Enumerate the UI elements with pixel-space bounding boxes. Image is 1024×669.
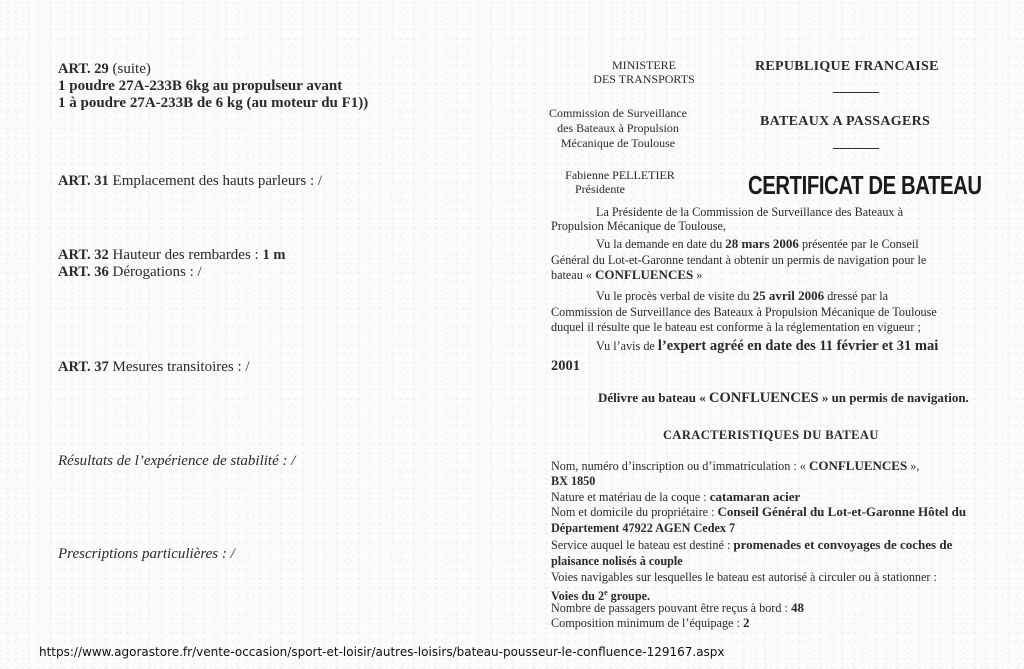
art36-text: Dérogations : / [108,264,202,280]
char-crew [551,616,749,630]
art31-line [58,172,322,190]
p3-text: Vu le procès verbal de visite du [596,289,753,303]
header-divider-1 [833,92,879,93]
char-hull [551,490,800,504]
delivery-statement [598,391,969,405]
deliver-pre: Délivre au bateau « [598,390,709,405]
certificate-title: CERTIFICAT DE BATEAU [748,170,982,200]
p2-boat-post: » [693,268,703,282]
source-url: https://www.agorastore.fr/vente-occasion/sport-et-loisir/autres-loisirs/bateau-pousseur-le-confluence-129167.aspx [39,645,725,659]
hull-type: catamaran acier [709,489,801,504]
char-owner-line1 [551,505,966,519]
paragraph4-line2: 2001 [551,358,580,374]
p2-boat-pre: bateau « [551,268,595,282]
char-waterways: Voies navigables sur lesquelles le bateau est autorisé à circuler ou à stationner : [551,570,937,584]
art37-line [58,358,250,376]
c1-label: Nom, numéro d’inscription ou d’immatriculation : « [551,459,809,473]
c7-label: Composition minimum de l’équipage : [551,616,743,630]
art29-title: ART. 29 [58,61,109,77]
art29-line2: 1 à poudre 27A-233B de 6 kg (au moteur du F1)) [58,95,369,111]
art31-title: ART. 31 [58,173,109,189]
art32-value: 1 m [262,247,286,263]
paragraph1-line1: La Présidente de la Commission de Surveillance des Bateaux à [596,205,903,219]
republic-heading: REPUBLIQUE FRANCAISE [755,59,939,74]
commission-line3: Mécanique de Toulouse [560,136,676,150]
request-date: 28 mars 2006 [725,236,799,251]
c4-label: Service auquel le bateau est destiné : [551,538,734,552]
owner-address: Département 47922 AGEN Cedex 7 [551,521,736,535]
waterways-sup: e [604,588,608,597]
commission-line1: Commission de Surveillance [549,106,687,120]
deliver-boat-name: CONFLUENCES [708,390,819,406]
paragraph4-line1 [596,339,938,353]
expert-opinion: l’expert agréé en date des 11 février et 31 mai [657,338,939,354]
art37-title: ART. 37 [58,359,109,375]
art31-text: Emplacement des hauts parleurs : / [108,173,323,189]
char-name-line1 [551,459,919,473]
paragraph3-line1 [596,289,888,303]
art36-line [58,263,202,281]
stability-results: Résultats de l’expérience de stabilité : / [58,453,296,469]
registration-number: BX 1850 [551,474,596,488]
c2-label: Nature et matériau de la coque : [551,490,710,504]
c6-label: Nombre de passagers pouvant être reçus à bord : [551,601,791,615]
waterways-text: Voies du 2 [551,589,605,604]
passenger-boats-heading: BATEAUX A PASSAGERS [760,114,931,129]
commission-line2: des Bateaux à Propulsion [557,121,679,135]
characteristics-title: CARACTERISTIQUES DU BATEAU [663,428,879,442]
visit-date: 25 avril 2006 [752,288,825,303]
crew-count: 2 [742,615,750,630]
c1-boat-name: CONFLUENCES [808,458,908,473]
service: promenades et convoyages de coches de [733,537,953,552]
art32-line [58,246,285,264]
deliver-post: » un permis de navigation. [818,390,969,405]
p3-text-post: dressé par la [824,289,889,303]
ministry-line1: MINISTERE [612,58,676,72]
special-prescriptions: Prescriptions particulières : / [58,546,235,562]
art32-text: Hauteur des rembardes : [108,247,263,263]
art36-title: ART. 36 [58,264,109,280]
owner: Conseil Général du Lot-et-Garonne Hôtel du [717,504,967,519]
p2-text: Vu la demande en date du [596,237,726,251]
paragraph1-line2: Propulsion Mécanique de Toulouse, [551,219,726,233]
president-title: Présidente [575,182,625,196]
passenger-count: 48 [790,600,804,615]
ministry-line2: DES TRANSPORTS [593,72,695,86]
boat-name: CONFLUENCES [595,267,694,282]
art32-title: ART. 32 [58,247,109,263]
president-name: Fabienne PELLETIER [565,168,675,182]
paragraph2-line1 [596,237,919,251]
header-divider-2 [833,148,879,149]
art29-heading [58,60,151,78]
waterways-post: groupe. [607,589,651,604]
char-passengers [551,601,804,615]
c3-label: Nom et domicile du propriétaire : [551,505,718,519]
char-service-line1 [551,538,952,552]
art29-suffix: (suite) [108,61,151,77]
paragraph3-line3: duquel il résulte que le bateau est conforme à la réglementation en vigueur ; [551,320,921,334]
service-line2: plaisance nolisés à couple [551,554,683,568]
paragraph2-line2: Général du Lot-et-Garonne tendant à obtenir un permis de navigation pour le [551,253,927,267]
p4-text: Vu l’avis de [596,339,658,353]
art29-line1: 1 poudre 27A-233B 6kg au propulseur avant [58,78,343,94]
p2-text-post: présentée par le Conseil [798,237,919,251]
paragraph3-line2: Commission de Surveillance des Bateaux à Propulsion Mécanique de Toulouse [551,305,937,319]
paragraph2-line3 [551,268,702,282]
art37-text: Mesures transitoires : / [108,359,250,375]
c1-post: », [907,459,920,473]
